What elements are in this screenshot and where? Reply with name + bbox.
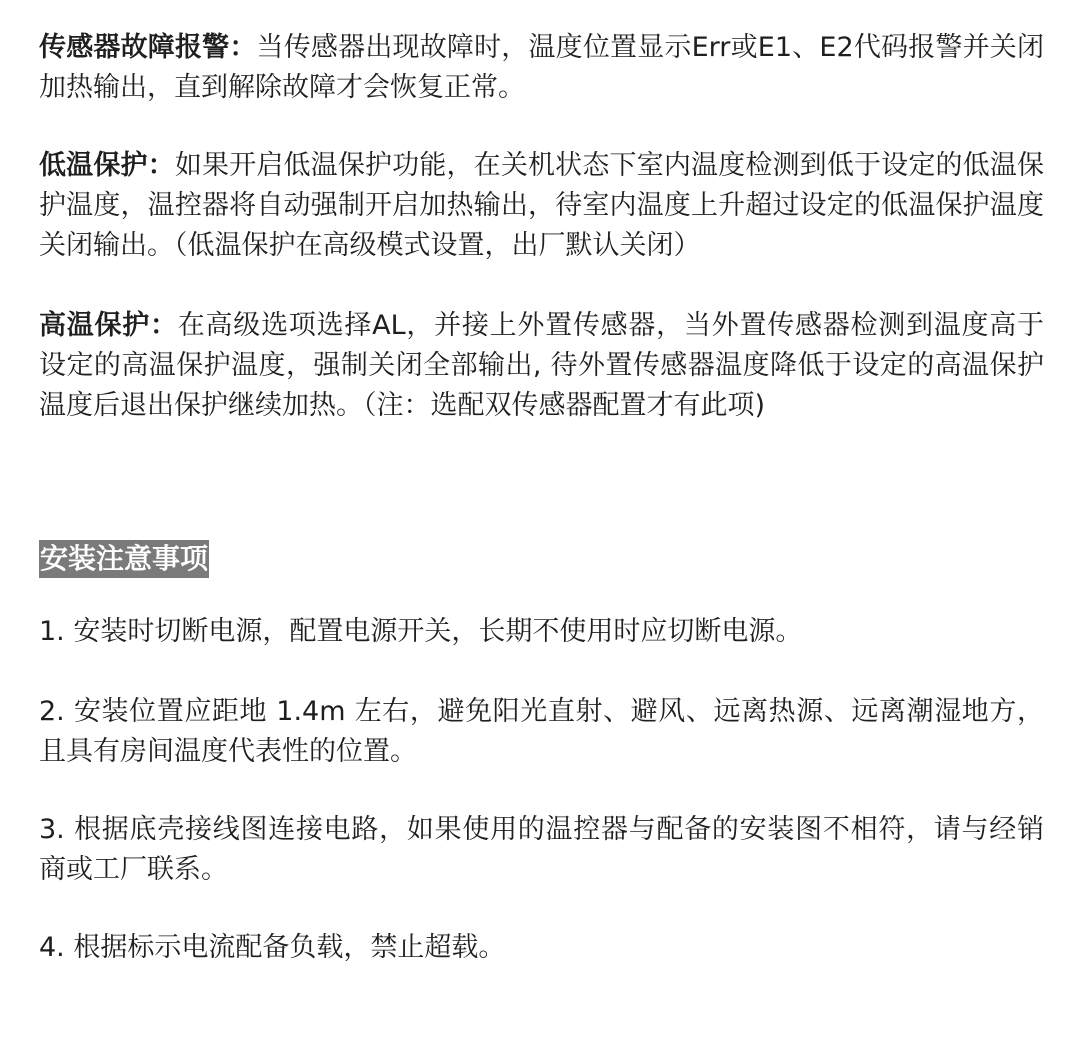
low-temp-paragraph xyxy=(39,146,1044,266)
high-temp-text: 在高级选项选择AL，并接上外置传感器，当外置传感器检测到温度高于设定的高温保护温度，强制关闭全部输出, 待外置传感器温度降低于设定的高温保护温度后退出保护继续加热。（注：选配双传感器配置才有此项) xyxy=(39,310,1045,421)
low-temp-text: 如果开启低温保护功能，在关机状态下室内温度检测到低于设定的低温保护温度，温控器将自动强制开启加热输出，待室内温度上升超过设定的低温保护温度关闭输出。（低温保护在高级模式设置，出厂默认关闭） xyxy=(39,150,1045,261)
sensor-fault-text: 当传感器出现故障时，温度位置显示Err或E1、E2代码报警并关闭加热输出，直到解除故障才会恢复正常。 xyxy=(39,32,1045,103)
sensor-fault-paragraph xyxy=(39,28,1044,108)
low-temp-title: 低温保护： xyxy=(39,150,175,181)
sensor-fault-title: 传感器故障报警： xyxy=(39,32,257,63)
install-item-1: 1. 安装时切断电源，配置电源开关，长期不使用时应切断电源。 xyxy=(39,616,803,647)
install-item-4: 4. 根据标示电流配备负载，禁止超载。 xyxy=(39,932,506,963)
high-temp-paragraph xyxy=(39,306,1044,426)
high-temp-title: 高温保护： xyxy=(39,310,178,341)
install-item-3: 3. 根据底壳接线图连接电路，如果使用的温控器与配备的安装图不相符，请与经销商或工厂联系。 xyxy=(39,814,1044,885)
install-item-2: 2. 安装位置应距地 1.4m 左右，避免阳光直射、避风、远离热源、远离潮湿地方，且具有房间温度代表性的位置。 xyxy=(39,696,1044,767)
install-notes-heading: 安装注意事项 xyxy=(39,540,209,578)
